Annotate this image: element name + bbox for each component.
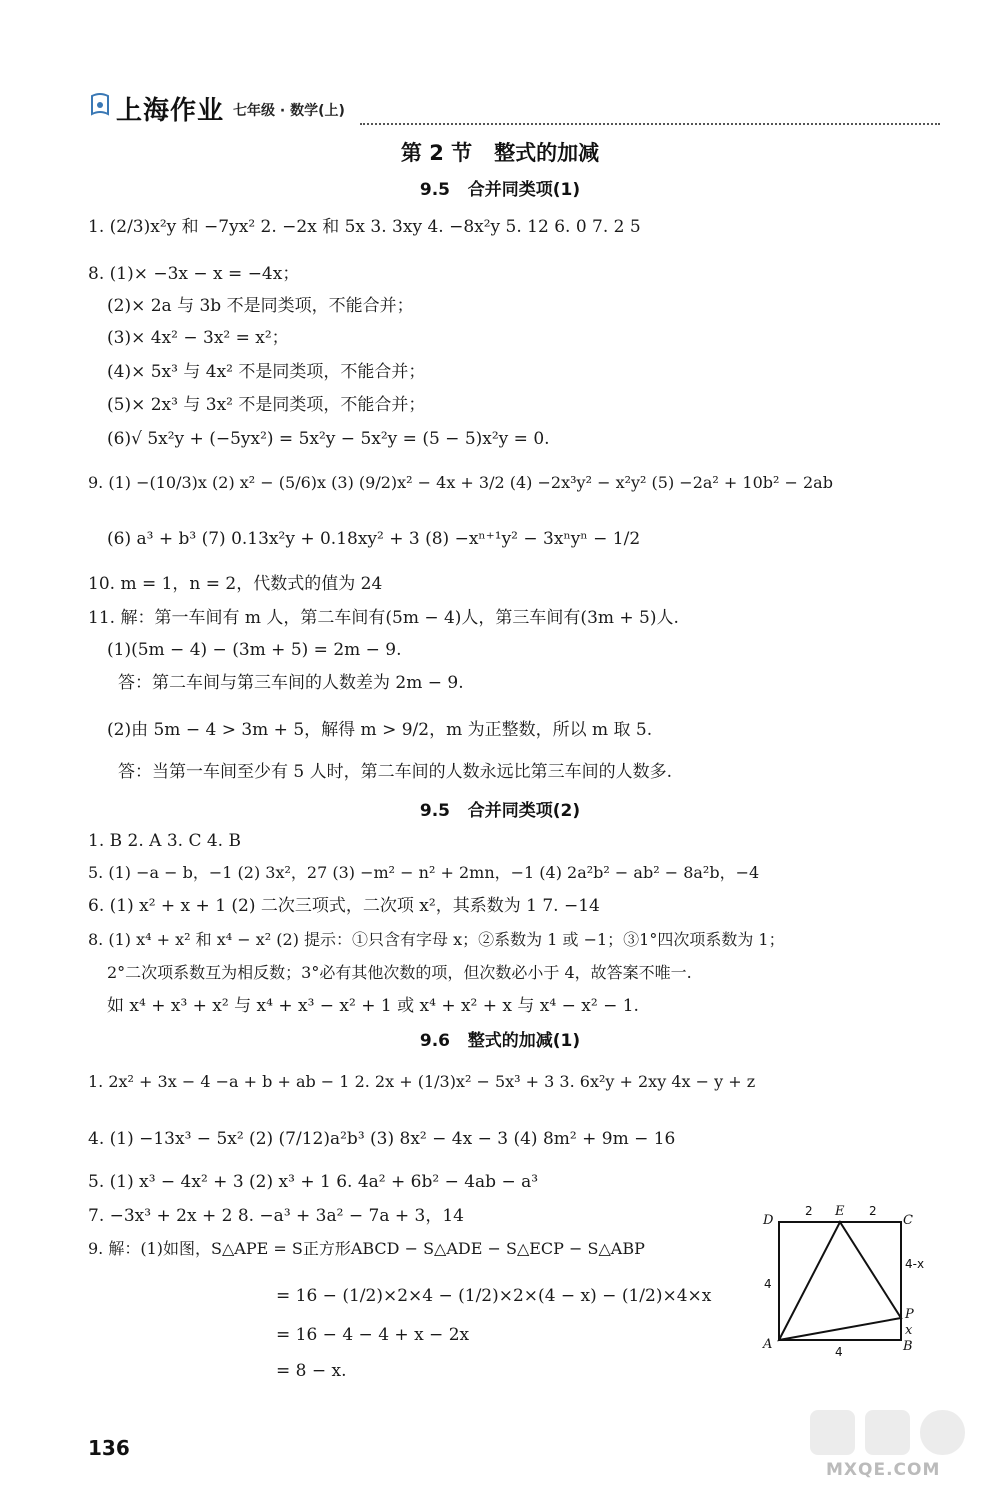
answer-line: 6. (1) x² + x + 1 (2) 二次三项式，二次项 x²，其系数为 1 7. −14 [88, 896, 600, 916]
answer-line: (5)× 2x³ 与 3x² 不是同类项，不能合并； [107, 395, 426, 415]
label-p: P [905, 1307, 914, 1322]
label-ec-length: 2 [869, 1204, 877, 1218]
answer-line: 7. −3x³ + 2x + 2 8. −a³ + 3a² − 7a + 3，14 [88, 1206, 464, 1226]
label-a: A [763, 1337, 773, 1352]
square-triangle-figure [755, 1200, 935, 1360]
section-heading: 9.5 合并同类项(2) [419, 801, 581, 821]
brand-title: 上海作业 [116, 96, 225, 126]
label-b: B [903, 1339, 913, 1354]
answer-line: (2)由 5m − 4 > 3m + 5，解得 m > 9/2，m 为正整数，所以 m 取 5. [107, 720, 653, 740]
label-d: D [763, 1213, 774, 1228]
book-logo-icon [88, 92, 112, 122]
section-heading: 9.5 合并同类项(1) [419, 180, 581, 200]
answer-line: 5. (1) x³ − 4x² + 3 (2) x³ + 1 6. 4a² + 6b² − 4ab − a³ [88, 1172, 539, 1192]
chapter-title: 第 2 节 整式的加减 [400, 141, 600, 165]
answer-line: (2)× 2a 与 3b 不是同类项，不能合并； [107, 296, 414, 316]
label-cp-length: 4-x [905, 1257, 925, 1271]
label-x: x [905, 1323, 913, 1338]
page-number: 136 [88, 1436, 130, 1460]
answer-line: = 8 − x. [276, 1361, 347, 1381]
answer-line: 答：当第一车间至少有 5 人时，第二车间的人数永远比第三车间的人数多. [118, 762, 673, 782]
answer-line: 11. 解：第一车间有 m 人，第二车间有(5m − 4)人，第三车间有(3m + 5)人. [88, 608, 679, 628]
answer-line: 答：第二车间与第三车间的人数差为 2m − 9. [118, 673, 464, 693]
answer-line: 9. 解：(1)如图，S△APE = S正方形ABCD − S△ADE − S△ECP − S△ABP [88, 1239, 645, 1258]
label-c: C [903, 1213, 913, 1228]
answer-line: 5. (1) −a − b，−1 (2) 3x²，27 (3) −m² − n² + 2mn，−1 (4) 2a²b² − ab² − 8a²b，−4 [88, 863, 760, 882]
label-ab-length: 4 [835, 1345, 843, 1359]
answer-line: (1)(5m − 4) − (3m + 5) = 2m − 9. [107, 640, 402, 660]
label-e: E [835, 1204, 845, 1219]
label-de-length: 2 [805, 1204, 813, 1218]
answer-line: 1. B 2. A 3. C 4. B [88, 831, 241, 851]
triangle-ape [779, 1222, 901, 1340]
answer-line: 1. 2x² + 3x − 4 −a + b + ab − 1 2. 2x + (1/3)x² − 5x³ + 3 3. 6x²y + 2xy 4x − y + z [88, 1072, 756, 1091]
answer-line: 1. (2/3)x²y 和 −7yx² 2. −2x 和 5x 3. 3xy 4. −8x²y 5. 12 6. 0 7. 2 5 [88, 217, 641, 237]
answer-line: (6)√ 5x²y + (−5yx²) = 5x²y − 5x²y = (5 − 5)x²y = 0. [107, 429, 550, 449]
answer-line: 8. (1)× −3x − x = −4x； [88, 264, 300, 284]
answer-line: 9. (1) −(10/3)x (2) x² − (5/6)x (3) (9/2)x² − 4x + 3/2 (4) −2x³y² − x²y² (5) −2a² + 10b² − 2ab [88, 473, 833, 492]
answer-line: (3)× 4x² − 3x² = x²； [107, 328, 289, 348]
answer-line: 4. (1) −13x³ − 5x² (2) (7/12)a²b³ (3) 8x² − 4x − 3 (4) 8m² + 9m − 16 [88, 1129, 676, 1149]
answer-line: 如 x⁴ + x³ + x² 与 x⁴ + x³ − x² + 1 或 x⁴ + x² + x 与 x⁴ − x² − 1. [107, 996, 639, 1016]
label-ad-length: 4 [764, 1277, 772, 1291]
answer-line: 10. m = 1，n = 2，代数式的值为 24 [88, 574, 383, 594]
header-divider [360, 123, 940, 125]
answer-line: = 16 − 4 − 4 + x − 2x [276, 1325, 470, 1345]
answer-line: (4)× 5x³ 与 4x² 不是同类项，不能合并； [107, 362, 426, 382]
answer-line: (6) a³ + b³ (7) 0.13x²y + 0.18xy² + 3 (8) −xⁿ⁺¹y² − 3xⁿyⁿ − 1/2 [107, 529, 641, 549]
section-heading: 9.6 整式的加减(1) [419, 1031, 581, 1051]
answer-line: 2°二次项系数互为相反数；3°必有其他次数的项，但次数必小于 4，故答案不唯一. [107, 963, 692, 982]
answer-line: 8. (1) x⁴ + x² 和 x⁴ − x² (2) 提示：①只含有字母 x；②系数为 1 或 −1；③1°四次项系数为 1； [88, 930, 785, 949]
answer-line: = 16 − (1/2)×2×4 − (1/2)×2×(4 − x) − (1/2)×4×x [276, 1286, 712, 1306]
watermark-text: MXQE.COM [826, 1460, 941, 1480]
book-subtitle: 七年级 · 数学(上) [233, 103, 345, 119]
